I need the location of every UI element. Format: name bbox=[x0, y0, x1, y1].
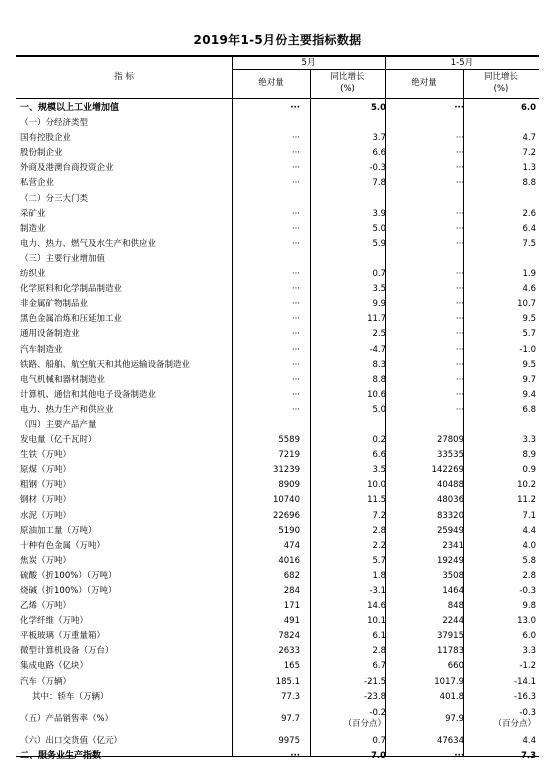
table-row bbox=[16, 116, 539, 131]
month-absolute: 4016 bbox=[278, 555, 300, 566]
month-yoy: 8.8 bbox=[372, 374, 386, 385]
table-row bbox=[16, 358, 539, 373]
month-yoy: 2.2 bbox=[372, 540, 386, 551]
row-label: 钢材（万吨） bbox=[20, 495, 72, 506]
row-label: 发电量（亿千瓦时） bbox=[20, 435, 97, 446]
row-label: 硫酸（折100%）（万吨） bbox=[20, 570, 117, 581]
header-cumulative: 1-5月 bbox=[450, 58, 474, 68]
cumulative-absolute: 48036 bbox=[436, 495, 464, 506]
cumulative-yoy: 10.7 bbox=[517, 299, 536, 310]
cumulative-absolute: 33535 bbox=[436, 450, 464, 461]
cumulative-absolute: 401.8 bbox=[439, 691, 464, 702]
row-label: 平板玻璃（万重量箱） bbox=[20, 631, 106, 642]
row-label: 十种有色金属（万吨） bbox=[20, 540, 106, 551]
month-yoy: 7.2 bbox=[372, 510, 386, 521]
month-absolute: ··· bbox=[291, 299, 300, 310]
table-row bbox=[16, 569, 539, 584]
row-label: 电力、热力生产和供应业 bbox=[20, 404, 114, 415]
cumulative-yoy: 9.7 bbox=[522, 374, 536, 385]
row-label: 黑色金属冶炼和压延加工业 bbox=[20, 314, 123, 325]
row-label: 纺织业 bbox=[20, 269, 46, 280]
table-row bbox=[16, 614, 539, 629]
cumulative-absolute: ··· bbox=[455, 404, 464, 415]
cumulative-yoy: 0.9 bbox=[522, 465, 536, 476]
row-label: 电力、热力、燃气及水生产和供应业 bbox=[20, 238, 157, 249]
cumulative-yoy: 13.0 bbox=[517, 616, 536, 627]
page-title: 2019年1-5月份主要指标数据 bbox=[193, 33, 362, 47]
table-row bbox=[16, 207, 539, 222]
row-label: 原煤（万吨） bbox=[20, 465, 72, 476]
month-absolute: 31239 bbox=[272, 465, 300, 476]
cumulative-absolute: ··· bbox=[455, 208, 464, 219]
month-absolute: 7824 bbox=[278, 631, 300, 642]
cumulative-yoy: 2.8 bbox=[522, 570, 536, 581]
row-label: （二）分三大门类 bbox=[20, 193, 89, 204]
cumulative-yoy: 4.6 bbox=[522, 284, 536, 295]
month-absolute: 10740 bbox=[272, 495, 300, 506]
cumulative-yoy: -1.2 bbox=[519, 661, 536, 672]
month-absolute: ··· bbox=[291, 223, 300, 234]
table-row bbox=[16, 192, 539, 207]
cumulative-absolute: ··· bbox=[455, 223, 464, 234]
row-label: （五）产品销售率（%） bbox=[20, 713, 114, 724]
cumulative-yoy: 6.0 bbox=[522, 631, 536, 642]
cumulative-yoy: 1.9 bbox=[522, 269, 536, 280]
month-absolute: ··· bbox=[291, 269, 300, 280]
table-row bbox=[16, 478, 539, 493]
month-absolute: ··· bbox=[291, 314, 300, 325]
cumulative-absolute: 3508 bbox=[442, 570, 464, 581]
month-yoy: 5.7 bbox=[372, 555, 386, 566]
month-yoy: 10.6 bbox=[367, 389, 386, 400]
month-absolute: ··· bbox=[291, 163, 300, 174]
cumulative-absolute: 660 bbox=[447, 661, 464, 672]
table-row bbox=[16, 675, 539, 690]
row-label: 一、规模以上工业增加值 bbox=[20, 103, 120, 113]
cumulative-absolute: ··· bbox=[455, 269, 464, 280]
month-yoy: 14.6 bbox=[367, 601, 386, 612]
cumulative-yoy: 7.2 bbox=[522, 148, 536, 159]
row-label: 私营企业 bbox=[20, 178, 55, 189]
month-yoy: 6.6 bbox=[372, 148, 386, 159]
table-row bbox=[16, 252, 539, 267]
cumulative-absolute: 1017.9 bbox=[434, 676, 464, 687]
month-yoy: 6.1 bbox=[372, 631, 386, 642]
cumulative-yoy: 7.5 bbox=[522, 238, 536, 249]
month-absolute: 474 bbox=[283, 540, 300, 551]
cumulative-absolute: ··· bbox=[455, 163, 464, 174]
table-top-rule bbox=[16, 55, 539, 57]
table-row bbox=[16, 388, 539, 403]
cumulative-absolute: 83320 bbox=[436, 510, 464, 521]
month-absolute: ··· bbox=[291, 133, 300, 144]
table-row bbox=[16, 327, 539, 342]
table-row bbox=[16, 373, 539, 388]
table-row bbox=[16, 222, 539, 237]
header-month: 5月 bbox=[301, 58, 316, 68]
header-yoy-month: 同比增长 bbox=[330, 72, 365, 82]
month-absolute: 185.1 bbox=[275, 676, 300, 687]
table-row bbox=[16, 705, 539, 734]
row-label: 微型计算机设备（万台） bbox=[20, 646, 114, 657]
month-absolute: 8909 bbox=[278, 480, 300, 491]
table-row bbox=[16, 312, 539, 327]
cumulative-yoy: -16.3 bbox=[514, 691, 536, 702]
table-row bbox=[16, 101, 539, 116]
cumulative-yoy: 5.7 bbox=[522, 329, 536, 340]
month-yoy: 5.0 bbox=[370, 103, 386, 113]
month-yoy: 7.8 bbox=[372, 178, 386, 189]
cumulative-absolute: 11783 bbox=[436, 646, 464, 657]
row-label: 国有控股企业 bbox=[20, 133, 72, 144]
cumulative-absolute: ··· bbox=[454, 103, 464, 113]
cumulative-absolute: 19249 bbox=[436, 555, 464, 566]
table-row bbox=[16, 644, 539, 659]
month-yoy: 0.7 bbox=[372, 735, 386, 746]
header-indicator: 指 标 bbox=[114, 72, 134, 82]
table-row bbox=[16, 282, 539, 297]
month-yoy bbox=[316, 708, 386, 730]
cumulative-yoy: -1.0 bbox=[519, 344, 536, 355]
month-yoy: 3.7 bbox=[372, 133, 386, 144]
month-yoy: 11.7 bbox=[367, 314, 386, 325]
header-unit-cum: (%) bbox=[493, 84, 509, 94]
row-label: 二、服务业生产指数 bbox=[20, 750, 102, 761]
table-row bbox=[16, 433, 539, 448]
month-yoy: 2.5 bbox=[372, 329, 386, 340]
table-row bbox=[16, 463, 539, 478]
month-absolute: 9975 bbox=[278, 735, 300, 746]
table-row bbox=[16, 493, 539, 508]
month-absolute: 171 bbox=[283, 601, 300, 612]
cumulative-absolute: ··· bbox=[455, 148, 464, 159]
cumulative-yoy: 1.3 bbox=[522, 163, 536, 174]
cumulative-yoy: 7.1 bbox=[522, 510, 536, 521]
row-label: 股份制企业 bbox=[20, 148, 63, 159]
cumulative-yoy: 9.5 bbox=[522, 314, 536, 325]
month-yoy: 6.7 bbox=[372, 661, 386, 672]
month-yoy: 11.5 bbox=[367, 495, 386, 506]
month-yoy: 3.5 bbox=[372, 465, 386, 476]
month-yoy: -23.8 bbox=[364, 691, 386, 702]
row-label: 电气机械和器材制造业 bbox=[20, 374, 106, 385]
cumulative-absolute: ··· bbox=[455, 374, 464, 385]
month-absolute: ··· bbox=[291, 359, 300, 370]
cumulative-absolute: 37915 bbox=[436, 631, 464, 642]
row-label: （六）出口交货值（亿元） bbox=[20, 735, 123, 746]
header-abs-month: 绝对量 bbox=[258, 78, 284, 88]
cumulative-yoy: 11.2 bbox=[517, 495, 536, 506]
row-label: 计算机、通信和其他电子设备制造业 bbox=[20, 389, 157, 400]
cumulative-yoy: 2.6 bbox=[522, 208, 536, 219]
cumulative-yoy: 5.8 bbox=[522, 555, 536, 566]
table-row bbox=[16, 146, 539, 161]
month-yoy: 3.5 bbox=[372, 284, 386, 295]
table-row bbox=[16, 524, 539, 539]
table-row bbox=[16, 659, 539, 674]
cumulative-yoy: -14.1 bbox=[514, 676, 536, 687]
row-label: 化学纤维（万吨） bbox=[20, 616, 89, 627]
month-absolute: ··· bbox=[291, 404, 300, 415]
month-yoy: 2.8 bbox=[372, 646, 386, 657]
month-yoy: 0.7 bbox=[372, 269, 386, 280]
row-label: （三）主要行业增加值 bbox=[20, 253, 106, 264]
row-label: 集成电路（亿块） bbox=[20, 661, 89, 672]
month-yoy: 2.8 bbox=[372, 525, 386, 536]
header-yoy-cum: 同比增长 bbox=[483, 72, 518, 82]
cumulative-absolute: ··· bbox=[455, 344, 464, 355]
table-row bbox=[16, 554, 539, 569]
row-label: 制造业 bbox=[20, 223, 46, 234]
row-label: 外商及港澳台商投资企业 bbox=[20, 163, 114, 174]
table-row bbox=[16, 343, 539, 358]
month-yoy: 7.0 bbox=[370, 750, 386, 761]
month-absolute: 165 bbox=[283, 661, 300, 672]
table-row bbox=[16, 267, 539, 282]
cumulative-yoy: 3.3 bbox=[522, 435, 536, 446]
cumulative-yoy: 9.4 bbox=[522, 389, 536, 400]
month-yoy: 9.9 bbox=[372, 299, 386, 310]
cumulative-absolute: 27809 bbox=[436, 435, 464, 446]
month-absolute: 7219 bbox=[278, 450, 300, 461]
month-yoy: -0.3 bbox=[369, 163, 386, 174]
month-absolute: 22696 bbox=[272, 510, 300, 521]
table-row bbox=[16, 599, 539, 614]
month-yoy: -3.1 bbox=[369, 586, 386, 596]
table-row bbox=[16, 629, 539, 644]
month-yoy: 5.0 bbox=[372, 404, 386, 415]
header-bottom-rule bbox=[16, 98, 539, 99]
table-row bbox=[16, 176, 539, 191]
month-absolute: ··· bbox=[291, 178, 300, 189]
row-label: 粗钢（万吨） bbox=[20, 480, 72, 491]
month-absolute: ··· bbox=[291, 284, 300, 295]
month-absolute: 5190 bbox=[278, 525, 300, 536]
month-absolute: ··· bbox=[291, 389, 300, 400]
cumulative-yoy: 6.4 bbox=[522, 223, 536, 234]
cumulative-absolute: 2244 bbox=[442, 616, 464, 627]
month-yoy: 6.6 bbox=[372, 450, 386, 461]
row-label: 水泥（万吨） bbox=[20, 510, 72, 521]
cumulative-yoy: 9.8 bbox=[522, 601, 536, 612]
cumulative-absolute: 848 bbox=[447, 601, 464, 612]
month-yoy: 10.1 bbox=[367, 616, 386, 627]
month-absolute: ··· bbox=[290, 750, 300, 761]
month-absolute: 97.7 bbox=[281, 713, 300, 724]
month-absolute: 284 bbox=[283, 586, 300, 596]
month-absolute: ··· bbox=[291, 148, 300, 159]
cumulative-yoy: 6.8 bbox=[522, 404, 536, 415]
table-row bbox=[16, 448, 539, 463]
row-label: 原油加工量（万吨） bbox=[20, 525, 97, 536]
cumulative-absolute: 47634 bbox=[436, 735, 464, 746]
month-yoy: -4.7 bbox=[369, 344, 386, 355]
month-absolute: 5589 bbox=[278, 435, 300, 446]
row-label: 通用设备制造业 bbox=[20, 329, 80, 340]
table-row bbox=[16, 403, 539, 418]
table-row bbox=[16, 237, 539, 252]
table-row bbox=[16, 418, 539, 433]
month-yoy: 1.8 bbox=[372, 570, 386, 581]
cumulative-absolute: ··· bbox=[455, 329, 464, 340]
cumulative-absolute: 142269 bbox=[431, 465, 464, 476]
cumulative-absolute: 40488 bbox=[436, 480, 464, 491]
cumulative-absolute: 2341 bbox=[442, 540, 464, 551]
cumulative-absolute: ··· bbox=[454, 750, 464, 761]
cumulative-absolute: ··· bbox=[455, 133, 464, 144]
cumulative-yoy: 9.5 bbox=[522, 359, 536, 370]
month-yoy-value: -0.2 bbox=[369, 707, 386, 718]
month-yoy: 3.9 bbox=[372, 208, 386, 219]
table-row bbox=[16, 509, 539, 524]
month-absolute: ··· bbox=[291, 208, 300, 219]
cumulative-yoy: 4.4 bbox=[522, 735, 536, 746]
cumulative-yoy-value: -0.3 bbox=[519, 707, 536, 718]
table-row bbox=[16, 131, 539, 146]
cumulative-yoy bbox=[466, 708, 536, 730]
row-label: 化学原料和化学制品制造业 bbox=[20, 284, 123, 295]
cumulative-yoy-note: （百分点） bbox=[493, 718, 536, 729]
cumulative-absolute: 25949 bbox=[436, 525, 464, 536]
cumulative-yoy: -0.3 bbox=[519, 586, 536, 596]
cumulative-yoy: 8.8 bbox=[522, 178, 536, 189]
row-label: 汽车（万辆） bbox=[20, 676, 72, 687]
header-unit-month: (%) bbox=[340, 84, 355, 94]
cumulative-absolute: ··· bbox=[455, 299, 464, 310]
row-label: 其中：轿车（万辆） bbox=[32, 691, 109, 702]
table-row bbox=[16, 539, 539, 554]
cumulative-yoy: 6.0 bbox=[520, 103, 536, 113]
cumulative-yoy: 8.9 bbox=[522, 450, 536, 461]
month-yoy: 10.0 bbox=[367, 480, 386, 491]
cumulative-absolute: 97.9 bbox=[445, 713, 464, 724]
cumulative-yoy: 4.0 bbox=[522, 540, 536, 551]
header-abs-cum: 绝对量 bbox=[411, 78, 437, 88]
month-absolute: 682 bbox=[283, 570, 300, 581]
table-row bbox=[16, 297, 539, 312]
row-label: 生铁（万吨） bbox=[20, 450, 72, 461]
cumulative-absolute: ··· bbox=[455, 359, 464, 370]
cumulative-absolute: ··· bbox=[455, 238, 464, 249]
row-label: 焦炭（万吨） bbox=[20, 555, 72, 566]
month-absolute: ··· bbox=[291, 238, 300, 249]
row-label: （四）主要产品产量 bbox=[20, 419, 97, 430]
month-yoy-note: （百分点） bbox=[343, 718, 386, 729]
row-label: 烧碱（折100%）（万吨） bbox=[20, 586, 117, 596]
cumulative-yoy: 7.3 bbox=[520, 750, 536, 761]
table-body bbox=[16, 101, 539, 762]
row-label: 采矿业 bbox=[20, 208, 46, 219]
month-yoy: 8.3 bbox=[372, 359, 386, 370]
row-label: 铁路、船舶、航空航天和其他运输设备制造业 bbox=[20, 359, 191, 370]
month-absolute: 77.3 bbox=[281, 691, 300, 702]
month-absolute: ··· bbox=[291, 374, 300, 385]
month-yoy: 5.9 bbox=[372, 238, 386, 249]
month-yoy: -21.5 bbox=[364, 676, 386, 687]
row-label: 乙烯（万吨） bbox=[20, 601, 72, 612]
month-absolute: 491 bbox=[283, 616, 300, 627]
cumulative-absolute: ··· bbox=[455, 284, 464, 295]
table-row bbox=[16, 161, 539, 176]
month-absolute: 2633 bbox=[278, 646, 300, 657]
row-label: 非金属矿物制品业 bbox=[20, 299, 89, 310]
month-yoy: 0.2 bbox=[372, 435, 386, 446]
month-yoy: 5.0 bbox=[372, 223, 386, 234]
row-label: 汽车制造业 bbox=[20, 344, 63, 355]
cumulative-yoy: 4.7 bbox=[522, 133, 536, 144]
cumulative-absolute: 1464 bbox=[442, 586, 464, 596]
table-row bbox=[16, 690, 539, 705]
month-absolute: ··· bbox=[291, 329, 300, 340]
cumulative-absolute: ··· bbox=[455, 314, 464, 325]
cumulative-yoy: 4.4 bbox=[522, 525, 536, 536]
cumulative-absolute: ··· bbox=[455, 389, 464, 400]
cumulative-yoy: 3.3 bbox=[522, 646, 536, 657]
cumulative-absolute: ··· bbox=[455, 178, 464, 189]
table-row bbox=[16, 734, 539, 749]
month-absolute: ··· bbox=[290, 103, 300, 113]
month-absolute: ··· bbox=[291, 344, 300, 355]
table-row bbox=[16, 584, 539, 599]
row-label: （一）分经济类型 bbox=[20, 118, 89, 129]
cumulative-yoy: 10.2 bbox=[517, 480, 536, 491]
table-row bbox=[16, 749, 539, 762]
